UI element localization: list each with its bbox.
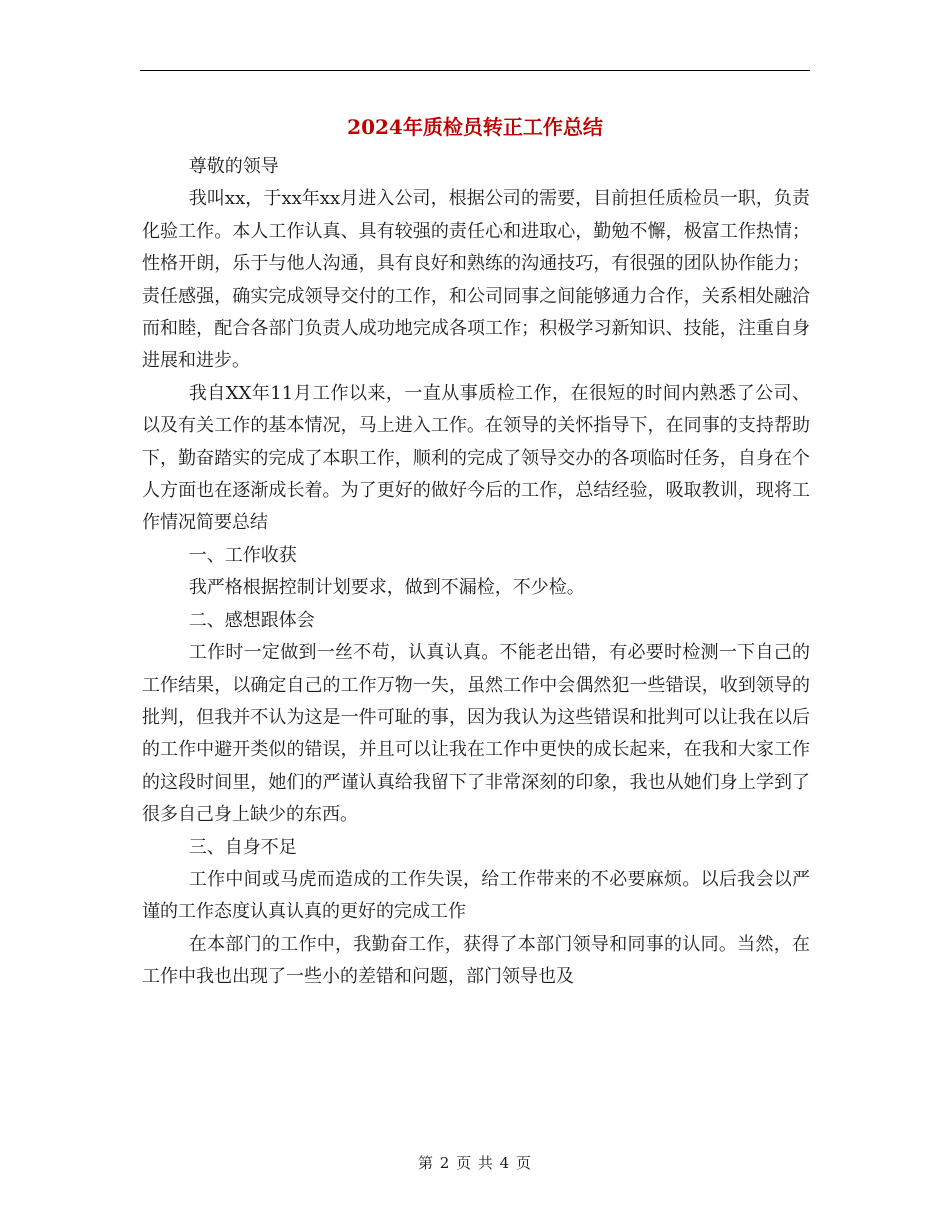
paragraph-introduction: 我叫xx，于xx年xx月进入公司，根据公司的需要，目前担任质检员一职，负责化验工作。本人工作认真、具有较强的责任心和进取心，勤勉不懈，极富工作热情；性格开朗，乐于与他人沟通，具有良好和熟练的沟通技巧，有很强的团队协作能力；责任感强，确实完成领导交付的工作，和公司同事之间能够通力合作，关系相处融洽而和睦，配合各部门负责人成功地完成各项工作；积极学习新知识、技能，注重自身进展和进步。 <box>142 188 810 372</box>
section-heading-gains: 一、工作收获 <box>188 544 297 566</box>
salutation: 尊敬的领导 <box>188 156 279 177</box>
document-body <box>142 151 810 994</box>
paragraph-department-work: 在本部门的工作中，我勤奋工作，获得了本部门领导和同事的认同。当然，在工作中我也出现了一些小的差错和问题，部门领导也及 <box>142 933 810 988</box>
page-number-footer: 第 2 页 共 4 页 <box>418 1154 532 1172</box>
section-heading-shortcomings: 三、自身不足 <box>188 836 297 858</box>
paragraph-reflections: 工作时一定做到一丝不苟，认真认真。不能老出错，有必要时检测一下自己的工作结果，以确定自己的工作万物一失，虽然工作中会偶然犯一些错误，收到领导的批判，但我并不认为这是一件可耻的事，因为我认为这些错误和批判可以让我在以后的工作中避开类似的错误，并且可以让我在工作中更快的成长起来，在我和大家工作的这段时间里，她们的严谨认真给我留下了非常深刻的印象，我也从她们身上学到了很多自己身上缺少的东西。 <box>142 642 810 826</box>
paragraph-work-history: 我自XX年11月工作以来，一直从事质检工作，在很短的时间内熟悉了公司、以及有关工作的基本情况，马上进入工作。在领导的关怀指导下，在同事的支持帮助下，勤奋踏实的完成了本职工作，顺利的完成了领导交办的各项临时任务，自身在个人方面也在逐渐成长着。为了更好的做好今后的工作，总结经验，吸取教训，现将工作情况简要总结 <box>142 382 810 534</box>
paragraph-shortcomings: 工作中间或马虎而造成的工作失误，给工作带来的不必要麻烦。以后我会以严谨的工作态度认真认真的更好的完成工作 <box>142 868 810 923</box>
paragraph-gains: 我严格根据控制计划要求，做到不漏检，不少检。 <box>188 577 585 599</box>
document-title: 2024年质检员转正工作总结 <box>347 115 603 139</box>
header-rule <box>140 70 810 71</box>
section-heading-reflections: 二、感想跟体会 <box>188 609 315 631</box>
